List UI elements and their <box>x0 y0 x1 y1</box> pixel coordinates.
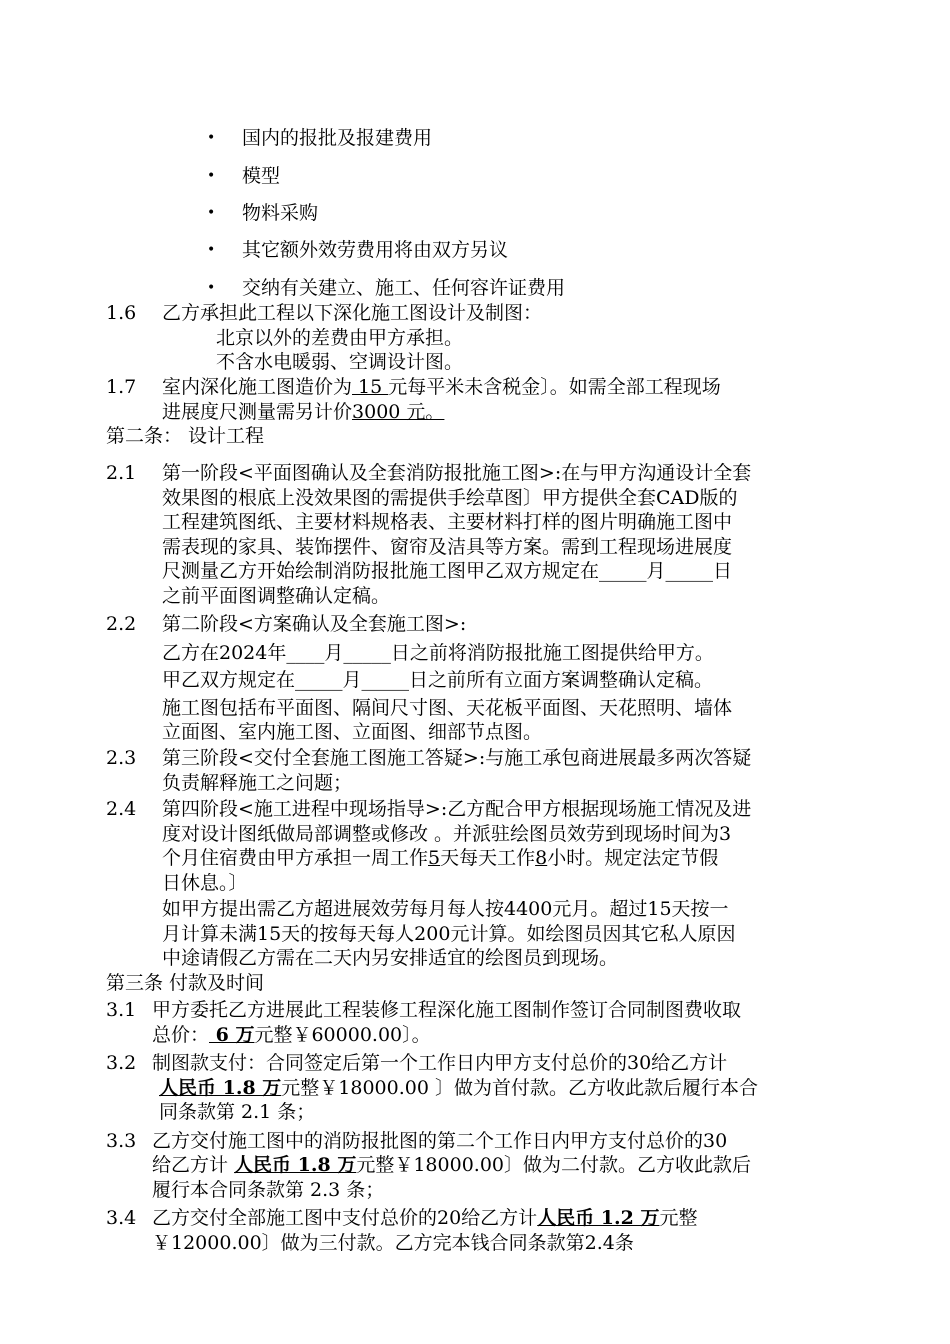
clause-number: 2.3 <box>106 747 137 769</box>
clause-number: 2.2 <box>106 613 137 635</box>
work-hours-value: 8 <box>535 847 548 869</box>
fee-value: 3000 元。 <box>352 401 445 423</box>
clause-text: 需表现的家具、装饰摆件、窗帘及洁具等方案。需到工程现场进展度 <box>162 536 733 558</box>
clause-text: 北京以外的差费由甲方承担。 <box>216 327 464 349</box>
text-run: 进展度尺测量需另计价 <box>162 401 353 423</box>
clause-number: 2.1 <box>106 462 137 484</box>
second-payment-amount: 人民币 1.8 万 <box>234 1154 357 1176</box>
price-value: 15 <box>352 376 389 398</box>
clause-text: 之前平面图调整确认定稿。 <box>162 585 391 607</box>
bullet-marker: • <box>207 130 216 146</box>
clause-text: 负责解释施工之问题； <box>162 772 353 794</box>
clause-text: 尺测量乙方开始绘制消防报批施工图甲乙双方规定在_____月_____日 <box>162 560 733 582</box>
text-run: 元每平米未含税金〕。如需全部工程现场 <box>388 376 721 398</box>
clause-number: 3.1 <box>106 999 137 1021</box>
clause-text: 乙方交付施工图中的消防报批图的第二个工作日内甲方支付总价的30 <box>152 1130 728 1152</box>
clause-text: ￥12000.00〕做为三付款。乙方完本钱合同条款第2.4条 <box>152 1232 634 1254</box>
clause-text: 乙方在2024年____月_____日之前将消防报批施工图提供给甲方。 <box>162 642 714 664</box>
clause-text <box>152 1206 698 1230</box>
bullet-item: 交纳有关建立、施工、任何容许证费用 <box>242 277 566 299</box>
clause-text: 第一阶段<平面图确认及全套消防报批施工图>:在与甲方沟通设计全套 <box>162 462 752 484</box>
clause-text: 月计算未满15天的按每天每人200元计算。如绘图员因其它私人原因 <box>162 923 736 945</box>
clause-text: 同条款第 2.1 条； <box>159 1101 316 1123</box>
clause-number: 1.7 <box>106 376 137 398</box>
text-run: 元整￥18000.00 〕做为首付款。乙方收此款后履行本合 <box>281 1077 758 1099</box>
clause-number: 3.2 <box>106 1052 137 1074</box>
clause-text <box>162 375 721 399</box>
text-run: 总价： <box>152 1024 210 1046</box>
clause-text: 第四阶段<施工进程中现场指导>:乙方配合甲方根据现场施工情况及进 <box>162 798 752 820</box>
clause-text: 度对设计图纸做局部调整或修改 。并派驻绘图员效劳到现场时间为3 <box>162 823 732 845</box>
clause-text: 不含水电暖弱、空调设计图。 <box>216 351 464 373</box>
clause-number: 2.4 <box>106 798 137 820</box>
clause-text: 工程建筑图纸、主要材料规格表、主要材料打样的图片明确施工图中 <box>162 511 733 533</box>
clause-text: 乙方承担此工程以下深化施工图设计及制图： <box>162 302 543 324</box>
article-title: 第二条： 设计工程 <box>106 425 265 447</box>
clause-text <box>162 400 444 424</box>
clause-number: 3.4 <box>106 1207 137 1229</box>
first-payment-amount: 人民币 1.8 万 <box>159 1077 282 1099</box>
bullet-item: 国内的报批及报建费用 <box>242 127 433 149</box>
clause-text: 日休息。〕 <box>162 872 248 894</box>
text-run: 乙方交付全部施工图中支付总价的20给乙方计 <box>152 1207 538 1229</box>
third-payment-amount: 人民币 1.2 万 <box>537 1207 660 1229</box>
clause-text <box>159 1076 758 1100</box>
clause-number: 3.3 <box>106 1130 137 1152</box>
bullet-marker: • <box>207 242 216 258</box>
text-run: 元整￥18000.00〕做为二付款。乙方收此款后 <box>356 1154 752 1176</box>
bullet-item: 物料采购 <box>242 202 319 224</box>
bullet-item: 其它额外效劳费用将由双方另议 <box>242 239 509 261</box>
clause-text: 如甲方提出需乙方超进展效劳每月每人按4400元月。超过15天按一 <box>162 898 729 920</box>
text-run: 元整￥60000.00〕。 <box>254 1024 431 1046</box>
article-title: 第三条 付款及时间 <box>106 972 265 994</box>
text-run: 室内深化施工图造价为 <box>162 376 353 398</box>
clause-text: 制图款支付：合同签定后第一个工作日内甲方支付总价的30给乙方计 <box>152 1052 728 1074</box>
work-days-value: 5 <box>428 847 441 869</box>
clause-text <box>152 1153 751 1177</box>
clause-text: 甲方委托乙方进展此工程装修工程深化施工图制作签订合同制图费收取 <box>152 999 742 1021</box>
text-run: 给乙方计 <box>152 1154 235 1176</box>
clause-text: 立面图、室内施工图、立面图、细部节点图。 <box>162 721 543 743</box>
clause-text: 中途请假乙方需在二天内另安排适宜的绘图员到现场。 <box>162 947 619 969</box>
clause-text: 甲乙双方规定在_____月_____日之前所有立面方案调整确认定稿。 <box>162 669 714 691</box>
clause-number: 1.6 <box>106 302 137 324</box>
clause-text <box>152 1023 431 1047</box>
bullet-marker: • <box>207 205 216 221</box>
clause-text: 第三阶段<交付全套施工图施工答疑>:与施工承包商进展最多两次答疑 <box>162 747 752 769</box>
text-run: 个月住宿费由甲方承担一周工作 <box>162 847 429 869</box>
total-amount: 6 万 <box>209 1024 255 1046</box>
clause-text: 效果图的根底上没效果图的需提供手绘草图〕甲方提供全套CAD版的 <box>162 487 738 509</box>
text-run: 元整 <box>659 1207 698 1229</box>
bullet-item: 模型 <box>242 165 281 187</box>
bullet-marker: • <box>207 280 216 296</box>
text-run: 小时。规定法定节假 <box>547 847 719 869</box>
text-run: 天每天工作 <box>440 847 536 869</box>
clause-text <box>162 846 718 870</box>
bullet-marker: • <box>207 168 216 184</box>
clause-text: 施工图包括布平面图、隔间尺寸图、天花板平面图、天花照明、墙体 <box>162 697 733 719</box>
clause-text: 履行本合同条款第 2.3 条； <box>152 1179 385 1201</box>
clause-text: 第二阶段<方案确认及全套施工图>: <box>162 613 467 635</box>
